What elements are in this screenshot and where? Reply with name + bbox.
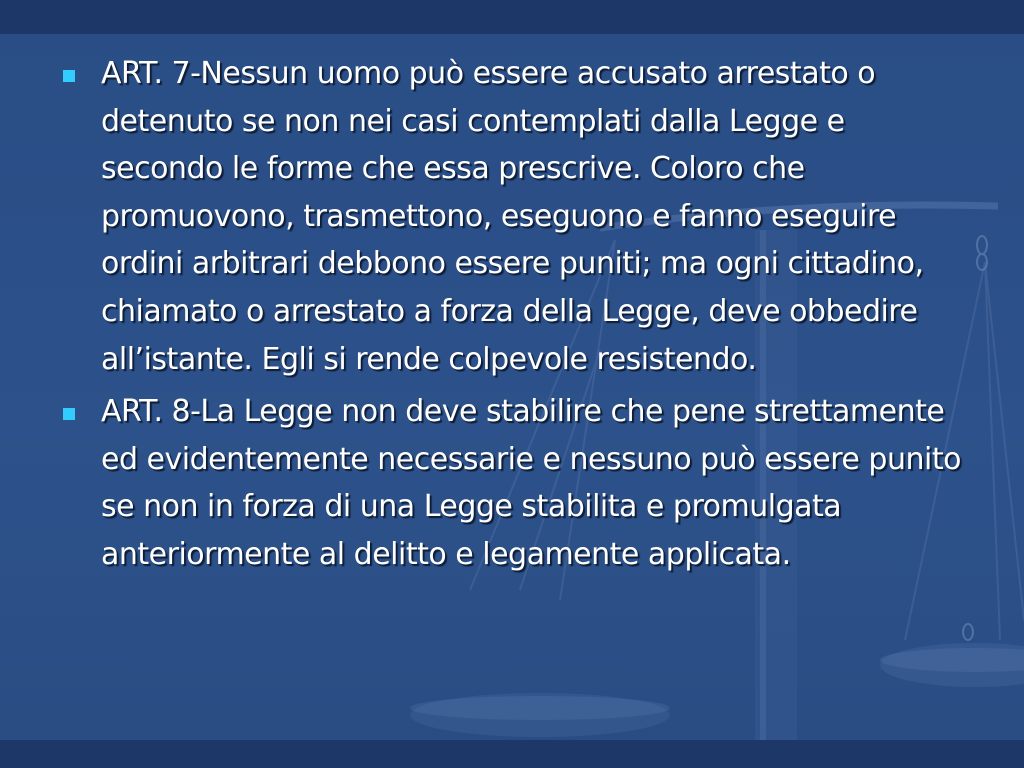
list-item [62,388,962,578]
square-bullet-icon [63,408,75,420]
bottom-band [0,740,1024,768]
article-8-text: ART. 8-La Legge non deve stabilire che pene strettamente ed evidentemente necessarie e nessuno può essere punito se non in forza di una Legge stabilita e promulgata anteriormente al delitto e legamente applicata. [101,394,961,572]
list-item [62,50,962,383]
article-7-text: ART. 7-Nessun uomo può essere accusato arrestato o detenuto se non nei casi contemplati dalla Legge e secondo le forme che essa prescrive. Coloro che promuovono, trasmettono, eseguono e fanno eseguire ordini arbitrari debbono essere puniti; ma ogni cittadino, chiamato o arrestato a forza della Legge, deve obbedire all’istante. Egli si rende colpevole resistendo. [101,56,924,377]
bullet-list [62,50,962,584]
square-bullet-icon [63,70,75,82]
